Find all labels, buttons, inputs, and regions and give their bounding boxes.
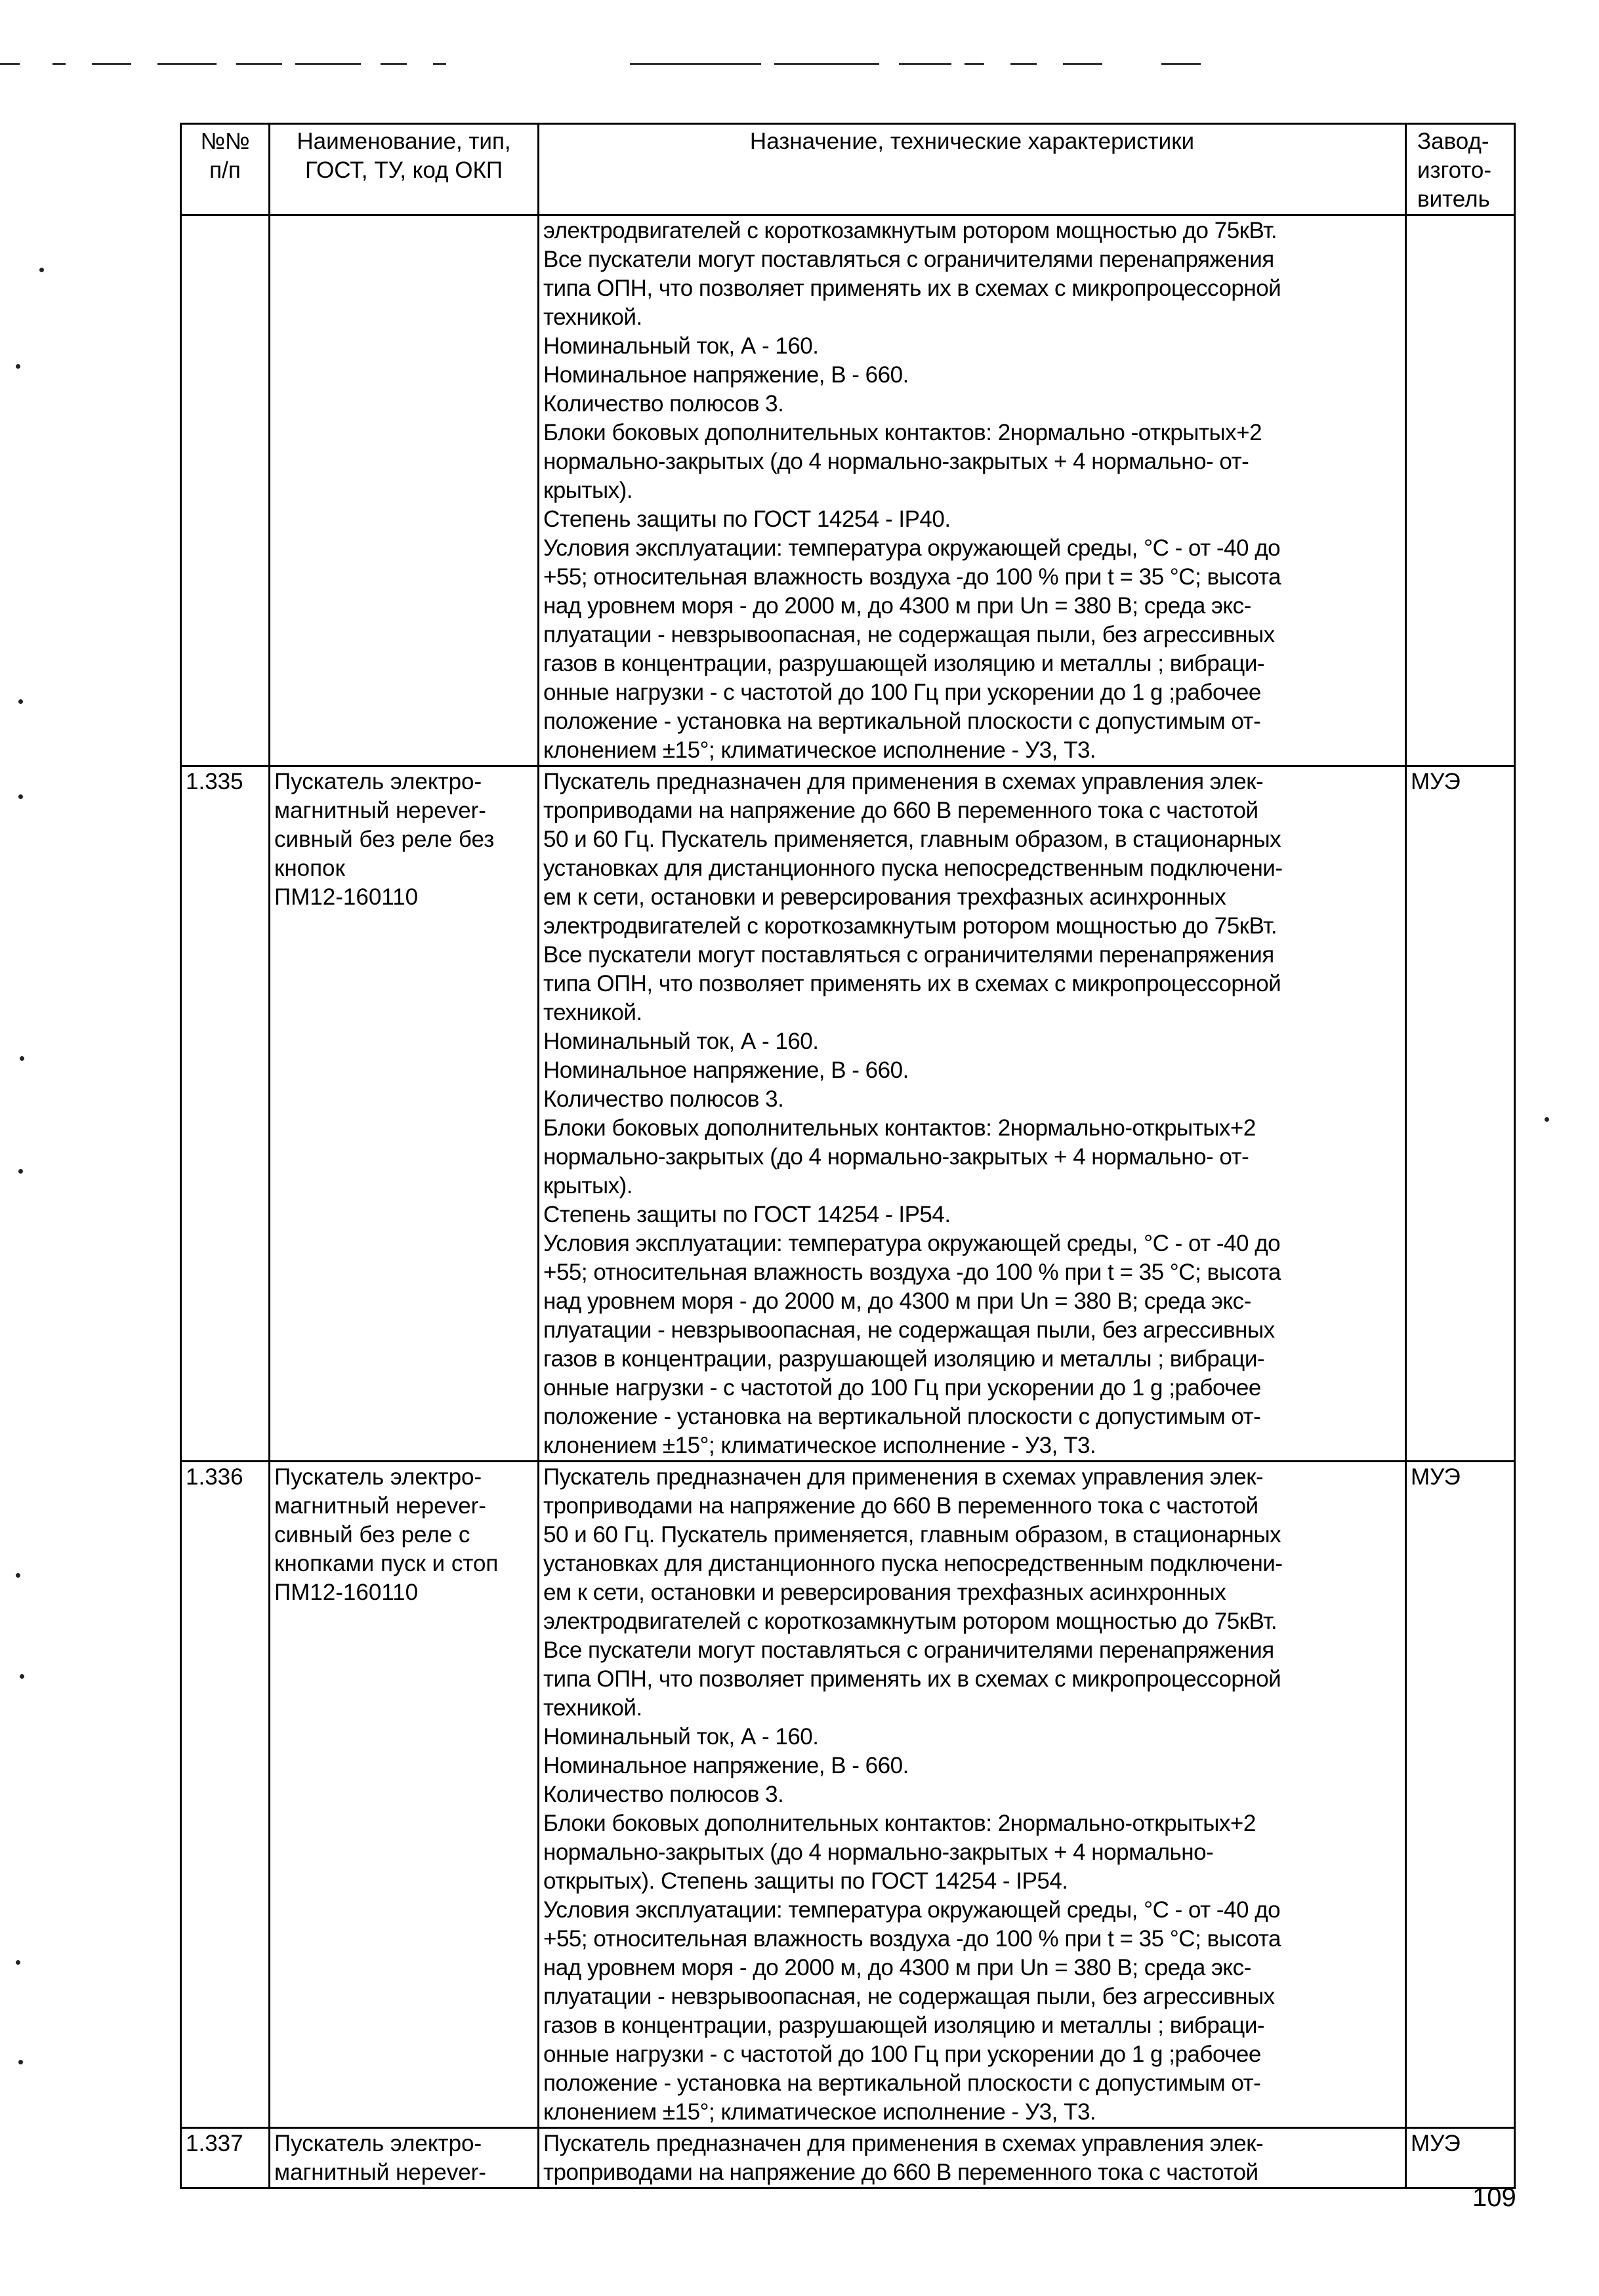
row-name: Пускатель электро- магнитный нерever- (270, 2128, 539, 2188)
scan-speck (18, 794, 23, 799)
scan-speck (16, 364, 20, 369)
row-name (270, 215, 539, 766)
header-manufacturer: Завод- изгото- витель (1406, 124, 1515, 215)
row-manufacturer (1406, 215, 1515, 766)
scan-speck (18, 699, 23, 704)
row-manufacturer: МУЭ (1406, 766, 1515, 1462)
header-number: №№ п/п (181, 124, 270, 215)
page-number: 109 (1472, 2183, 1516, 2212)
table-row (181, 2128, 1515, 2188)
scan-speck (18, 1169, 23, 1174)
scan-speck (1545, 1117, 1549, 1122)
row-number: 1.337 (181, 2128, 270, 2188)
table-row (181, 1462, 1515, 2128)
row-description: электродвигателей с короткозамкнутым ротором мощностью до 75кВт. Все пускатели могут поставляться с ограничителями перенапряжения типа ОПН, что позволяет применять их в схемах с микропроцессорной техникой. Номинальный ток, А - 160. Номинальное напряжение, В - 660. Количество полюсов 3. Блоки боковых дополнительных контактов: 2нормально -открытых+2 нормально-закрытых (до 4 нормально-закрытых + 4 нормально- от- крытых). Степень защиты по ГОСТ 14254 - IP40. Условия эксплуатации: температура окружающей среды, °С - от -40 до +55; относительная влажность воздуха -до 100 % при t = 35 °С; высота над уровнем моря - до 2000 м, до 4300 м при Un = 380 В; среда экс- плуатации - невзрывоопасная, не содержащая пыли, без агрессивных газов в концентрации, разрушающей изоляцию и металлы ; вибраци- онные нагрузки - с частотой до 100 Гц при ускорении до 1 g ;рабочее положение - установка на вертикальной плоскости с допустимым от- клонением ±15°; климатическое исполнение - У3, Т3. (539, 215, 1406, 766)
scan-speck (20, 1056, 24, 1061)
row-number: 1.336 (181, 1462, 270, 2128)
row-name: Пускатель электро- магнитный нерever- сивный без реле с кнопками пуск и стоп ПМ12-160110 (270, 1462, 539, 2128)
scan-speck (16, 1573, 20, 1578)
row-description: Пускатель предназначен для применения в схемах управления элек- троприводами на напряжение до 660 В переменного тока с частотой 50 и 60 Гц. Пускатель применяется, главным образом, в стационарных установках для дистанционного пуска непосредственным подключени- ем к сети, остановки и реверсирования трехфазных асинхронных электродвигателей с короткозамкнутым ротором мощностью до 75кВт. Все пускатели могут поставляться с ограничителями перенапряжения типа ОПН, что позволяет применять их в схемах с микропроцессорной техникой. Номинальный ток, А - 160. Номинальное напряжение, В - 660. Количество полюсов 3. Блоки боковых дополнительных контактов: 2нормально-открытых+2 нормально-закрытых (до 4 нормально-закрытых + 4 нормально- от- крытых). Степень защиты по ГОСТ 14254 - IP54. Условия эксплуатации: температура окружающей среды, °С - от -40 до +55; относительная влажность воздуха -до 100 % при t = 35 °С; высота над уровнем моря - до 2000 м, до 4300 м при Un = 380 В; среда экс- плуатации - невзрывоопасная, не содержащая пыли, без агрессивных газов в концентрации, разрушающей изоляцию и металлы ; вибраци- онные нагрузки - с частотой до 100 Гц при ускорении до 1 g ;рабочее положение - установка на вертикальной плоскости с допустимым от- клонением ±15°; климатическое исполнение - У3, Т3. (539, 766, 1406, 1462)
row-manufacturer: МУЭ (1406, 2128, 1515, 2188)
characteristics-table (180, 123, 1516, 2189)
row-description: Пускатель предназначен для применения в схемах управления элек- троприводами на напряжение до 660 В переменного тока с частотой (539, 2128, 1406, 2188)
row-manufacturer: МУЭ (1406, 1462, 1515, 2128)
row-description: Пускатель предназначен для применения в схемах управления элек- троприводами на напряжение до 660 В переменного тока с частотой 50 и 60 Гц. Пускатель применяется, главным образом, в стационарных установках для дистанционного пуска непосредственным подключени- ем к сети, остановки и реверсирования трехфазных асинхронных электродвигателей с короткозамкнутым ротором мощностью до 75кВт. Все пускатели могут поставляться с ограничителями перенапряжения типа ОПН, что позволяет применять их в схемах с микропроцессорной техникой. Номинальный ток, А - 160. Номинальное напряжение, В - 660. Количество полюсов 3. Блоки боковых дополнительных контактов: 2нормально-открытых+2 нормально-закрытых (до 4 нормально-закрытых + 4 нормально- открытых). Степень защиты по ГОСТ 14254 - IP54. Условия эксплуатации: температура окружающей среды, °С - от -40 до +55; относительная влажность воздуха -до 100 % при t = 35 °С; высота над уровнем моря - до 2000 м, до 4300 м при Un = 380 В; среда экс- плуатации - невзрывоопасная, не содержащая пыли, без агрессивных газов в концентрации, разрушающей изоляцию и металлы ; вибраци- онные нагрузки - с частотой до 100 Гц при ускорении до 1 g ;рабочее положение - установка на вертикальной плоскости с допустимым от- клонением ±15°; климатическое исполнение - У3, Т3. (539, 1462, 1406, 2128)
table-row (181, 215, 1515, 766)
table-row (181, 766, 1515, 1462)
row-number (181, 215, 270, 766)
row-name: Пускатель электро- магнитный нерever- сивный без реле без кнопок ПМ12-160110 (270, 766, 539, 1462)
scan-speck (20, 1674, 24, 1679)
table-header-row (181, 124, 1515, 215)
scan-speck (39, 268, 44, 272)
scan-speck (16, 1960, 20, 1965)
header-description: Назначение, технические характеристики (539, 124, 1406, 215)
scan-artifact-dashes (0, 63, 1599, 68)
scan-speck (18, 2060, 23, 2064)
row-number: 1.335 (181, 766, 270, 1462)
header-name: Наименование, тип, ГОСТ, ТУ, код ОКП (270, 124, 539, 215)
